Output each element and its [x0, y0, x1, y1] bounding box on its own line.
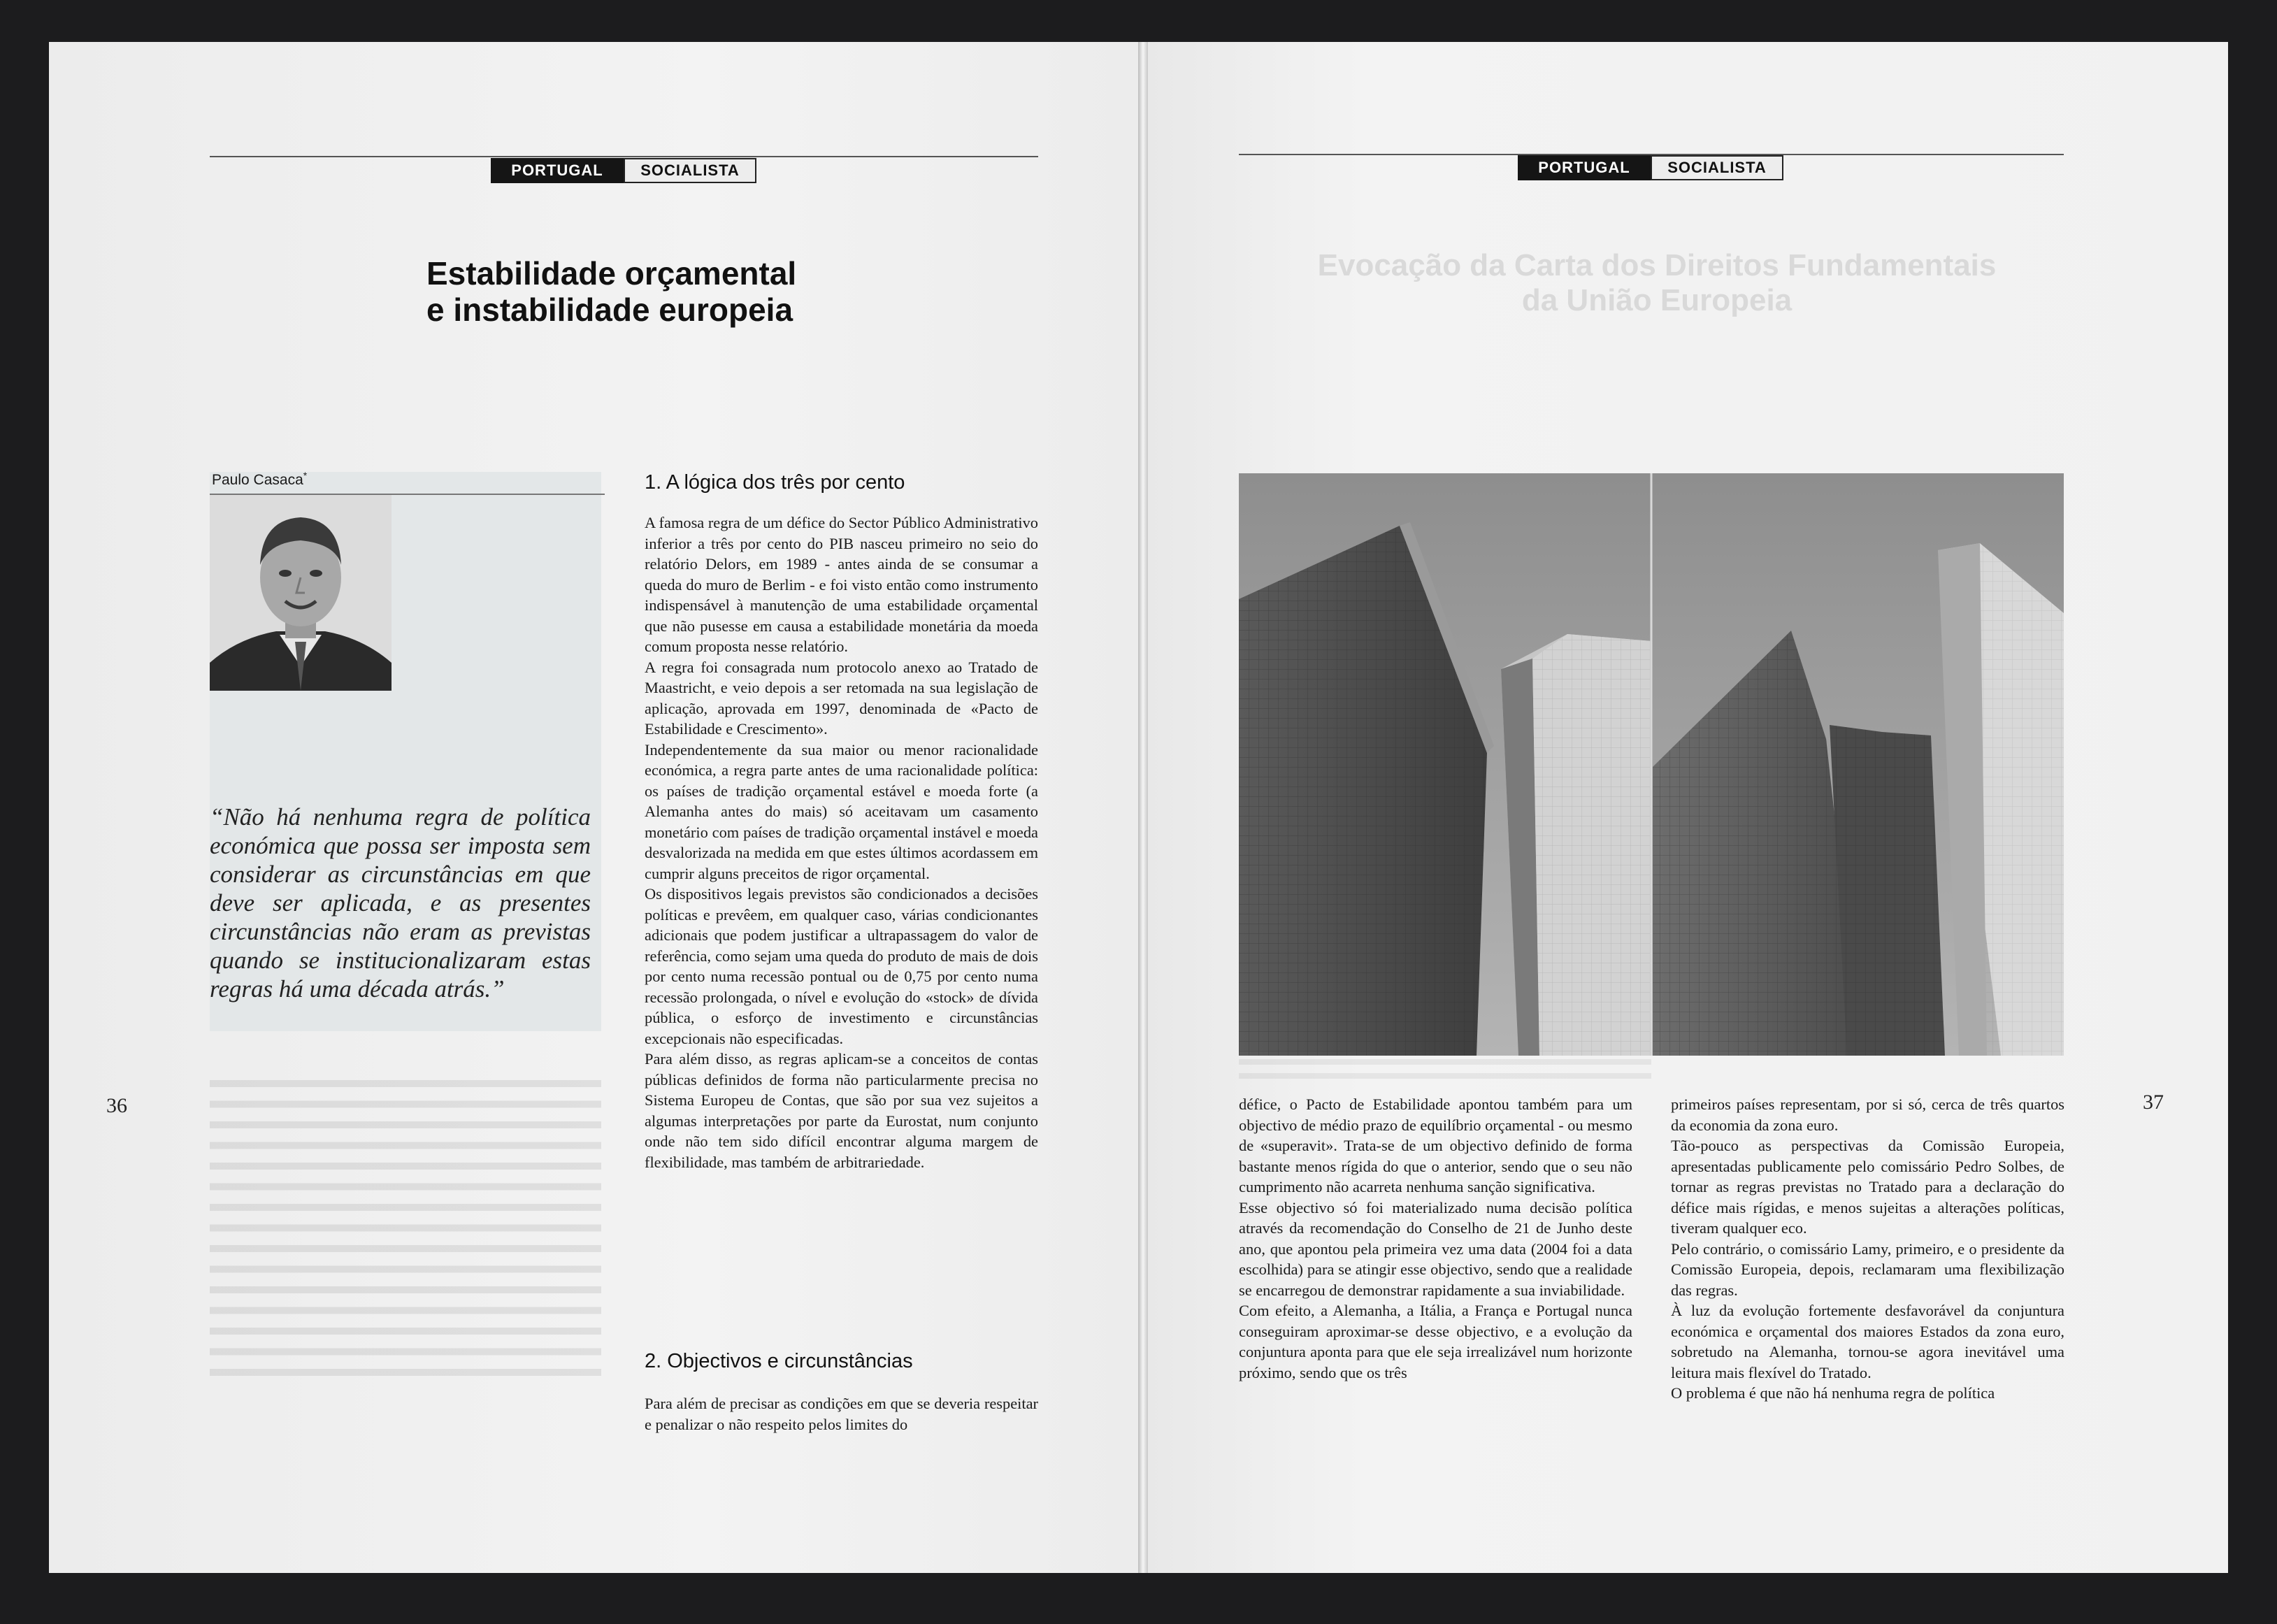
tag-socialista: SOCIALISTA: [624, 158, 756, 183]
tag-socialista: SOCIALISTA: [1651, 155, 1783, 180]
section-1-body: [645, 512, 1038, 1172]
paragraph: Independentemente da sua maior ou menor racionalidade económica, a regra parte antes de uma racionalidade política: os países de tradição orçamental estável e moeda forte (a Alemanha antes do mais) só aceitavam um casamento monetário com países de tradição orçamental instável e moeda desvalorizada na medida em que estes últimos acordassem em cumprir alguns preceitos de rigor orçamental.: [645, 740, 1038, 882]
show-through-text-left: [210, 1080, 601, 1388]
section-2-body: Para além de precisar as condições em que se deveria respeitar e penalizar o não respeito pelos limites do: [645, 1395, 1038, 1433]
header-tag-left: [491, 158, 756, 183]
header-rule-left: [210, 156, 1038, 157]
author-text: Paulo Casaca: [212, 472, 303, 488]
header-tag-right: [1518, 155, 1783, 180]
paragraph: O problema é que não há nenhuma regra de política: [1671, 1384, 1995, 1402]
ghost-title-line-2: da União Europeia: [1521, 283, 1793, 317]
paragraph: Esse objectivo só foi materializado numa decisão política através da recomendação do Conselho de 21 de Junho deste ano, que apontou pela primeira vez uma data (2004 foi a data escolhida) para se atingir esse objectivo, sendo que a realidade se encarregou de demonstrar rapidamente a sua inviabilidade.: [1239, 1198, 1632, 1299]
title-line-1: Estabilidade orçamental: [426, 255, 797, 292]
section-1-heading: 1. A lógica dos três por cento: [645, 471, 905, 494]
author-photo: [210, 495, 392, 691]
paragraph: A regra foi consagrada num protocolo anexo ao Tratado de Maastricht, e veio depois a ser retomada na sua legislação de aplicação, aprovada em 1997, denominada de «Pacto de Estabilidade e Crescimento».: [645, 658, 1038, 738]
author-name: [212, 470, 307, 489]
pull-quote: “Não há nenhuma regra de política económica que possa ser imposta sem considerar as circunstâncias em que deve ser aplicada, e as presentes circunstâncias não eram as previstas quando se institucionalizaram estas regras há uma década atrás.”: [210, 803, 591, 1003]
paragraph: Com efeito, a Alemanha, a Itália, a França e Portugal nunca conseguiram aproximar-se desse objectivo, e a evolução da conjuntura aponta para que ele seja irrealizável num horizonte próximo, sendo que os três: [1239, 1302, 1632, 1381]
paragraph: primeiros países representam, por si só, cerca de três quartos da economia da zona euro.: [1671, 1095, 2064, 1134]
tag-portugal: PORTUGAL: [491, 158, 624, 183]
paragraph: Para além disso, as regras aplicam-se a conceitos de contas públicas definidos de forma não particularmente precisa no Sistema Europeu de Contas, que são por sua vez sujeitos a algumas interpretações por parte da Eurostat, num conjunto onde não tem sido difícil encontrar alguma margem de flexibilidade, mas também de arbitrariedade.: [645, 1050, 1038, 1171]
show-through-title: [1272, 248, 2041, 318]
page-number-left: 36: [106, 1094, 127, 1117]
paragraph: défice, o Pacto de Estabilidade apontou também para um objectivo de médio prazo de equilíbrio orçamental - ou mesmo de «superavit». Trata-se de um objectivo definido de forma bastante menos rígida do que o anterior, sendo que o seu não cumprimento não acarreta nenhuma sanção significativa.: [1239, 1095, 1632, 1195]
author-footnote-mark: *: [303, 470, 308, 481]
show-through-text-right: [1239, 1059, 1651, 1087]
paragraph: A famosa regra de um défice do Sector Público Administrativo inferior a três por cento do PIB nasceu primeiro no seio do relatório Delors, em 1989 - antes ainda de se consumar a queda do muro de Berlim - e foi visto então como instrumento indispensável à manutenção de uma estabilidade orçamental que não pusesse em causa a estabilidade monetária da moeda comum proposta nesse relatório.: [645, 514, 1038, 655]
paragraph: Tão-pouco as perspectivas da Comissão Europeia, apresentadas publicamente pelo comissário Pedro Solbes, de tornar as regras previstas no Tratado para a declaração do défice mais rígidas, e menos sujeitas a alterações políticas, tiveram qualquer eco.: [1671, 1137, 2064, 1237]
title-line-2: e instabilidade europeia: [426, 292, 793, 328]
paragraph: Pelo contrário, o comissário Lamy, primeiro, e o presidente da Comissão Europeia, depois, reclamaram uma flexibilização das regras.: [1671, 1239, 2064, 1299]
article-title: [426, 255, 796, 328]
ghost-title-line-1: Evocação da Carta dos Direitos Fundamentais: [1317, 248, 1997, 282]
right-column-1: [1239, 1094, 1632, 1383]
book-spine: [1138, 42, 1148, 1573]
section-2-heading: 2. Objectivos e circunstâncias: [645, 1350, 913, 1372]
tag-portugal: PORTUGAL: [1518, 155, 1651, 180]
skyscrapers-photo: [1239, 473, 2064, 1056]
page-number-right: 37: [2143, 1091, 2164, 1114]
right-column-2: [1671, 1094, 2064, 1404]
paragraph: Os dispositivos legais previstos são condicionados a decisões políticas e prevêem, em qualquer caso, várias condicionantes adicionais que podem justificar a ultrapassagem do valor de referência, como sejam uma queda do produto de mais de dois por cento numa recessão pontual ou de 0,75 por cento numa recessão prolongada, o nível e evolução do «stock» de dívida pública, o esforço de investimento e circunstâncias excepcionais não especificadas.: [645, 885, 1038, 1047]
paragraph: À luz da evolução fortemente desfavorável da conjuntura económica e orçamental dos maiores Estados da zona euro, sobretudo na Alemanha, tornou-se agora inevitável uma leitura mais flexível do Tratado.: [1671, 1302, 2064, 1381]
